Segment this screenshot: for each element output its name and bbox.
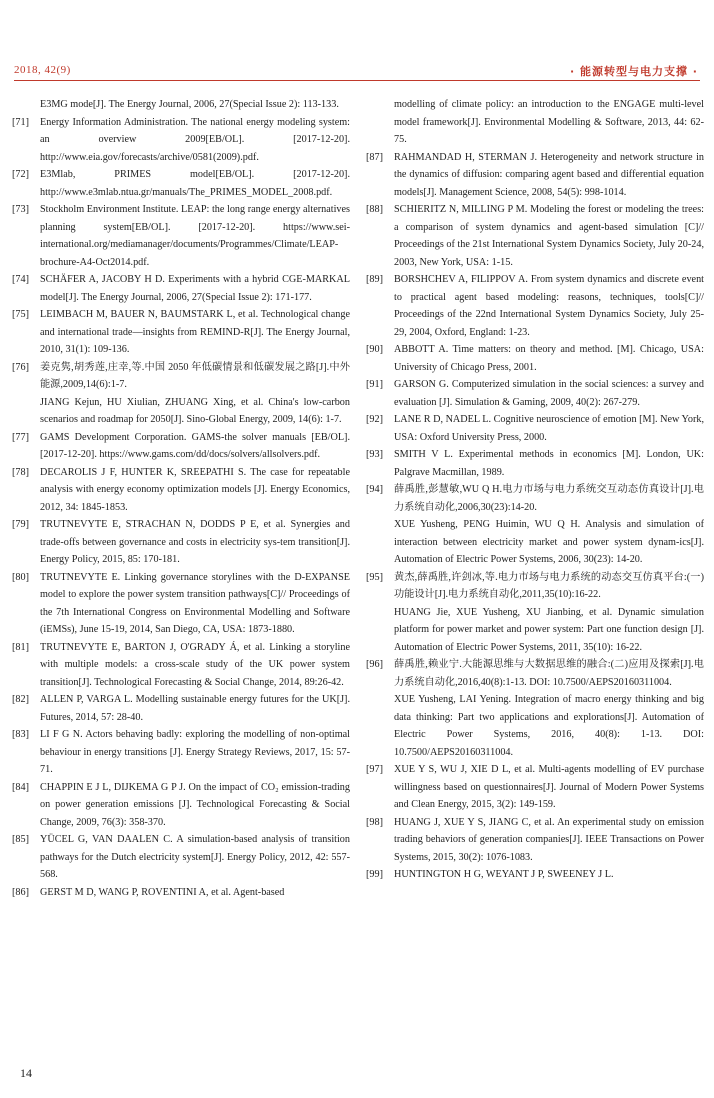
reference-text: GAMS Development Corporation. GAMS-the solver manuals [EB/OL]. [2017-12-20]. https://www.gams.com/dd/docs/solvers/allsolvers.pdf. (40, 431, 350, 460)
reference-text: XUE Yusheng, LAI Yening. Integration of macro energy thinking and big data thinking: Part two applications and explorations[J]. Automation of Electric Power Systems, 2016, 40(8): 1-13. DOI: 10.7500/AEPS20160311004. (394, 694, 704, 758)
reference-text: 薛禹胜,赖业宁.大能源思维与大数据思维的融合:(二)应用及探索[J].电力系统自动化,2016,40(8):1-13. DOI: 10.7500/AEPS20160311004. (394, 659, 704, 688)
reference-entry (12, 691, 350, 726)
reference-text: BORSHCHEV A, FILIPPOV A. From system dynamics and discrete event to practical agent based modeling: reasons, techniques, tools[C]// Proceedings of the 22nd International System Dynamics Society, July 25-29, 2004, Oxford, England: 1-23. (394, 274, 704, 338)
reference-number: [78] (12, 466, 29, 478)
reference-entry (366, 96, 704, 149)
reference-entry (366, 341, 704, 376)
reference-entry (366, 481, 704, 516)
reference-number: [74] (12, 274, 29, 285)
page-number: 14 (20, 1066, 32, 1080)
reference-entry (366, 604, 704, 657)
reference-entry (366, 411, 704, 446)
reference-entry (12, 884, 350, 902)
page-header (0, 0, 714, 86)
reference-text: LEIMBACH M, BAUER N, BAUMSTARK L, et al. Technological change and international trade—insights from REMIND-R[J]. The Energy Journal, 2010, 31(1): 109-136. (40, 309, 350, 355)
reference-text: HUNTINGTON H G, WEYANT J P, SWEENEY J L. (394, 869, 614, 880)
reference-text: 黄杰,薛禹胜,许剑冰,等.电力市场与电力系统的动态交互仿真平台:(一)功能设计[J].电力系统自动化,2011,35(10):16-22. (394, 571, 704, 600)
reference-text: TRUTNEVYTE E. Linking governance storylines with the D-EXPANSE model to explore the power system transition pathways[C]// Proceedings of the 7th International Congress on Environmental Modelling and Software (iEMSs), June 15-19, 2014, San Diego, CA, USA: 1873-1880. (40, 571, 350, 635)
reference-number: [89] (366, 274, 383, 285)
reference-entry (366, 516, 704, 569)
reference-columns (12, 96, 704, 1046)
reference-number: [71] (12, 116, 29, 128)
reference-entry (366, 271, 704, 341)
reference-text: Energy Information Administration. The national energy modeling system: an overview 2009[EB/OL]. [2017-12-20]. http://www.eia.gov/forecasts/archive/0581(2009).pdf. (40, 116, 350, 163)
reference-text: 姜克隽,胡秀莲,庄幸,等.中国 2050 年低碳情景和低碳发展之路[J].中外能源,2009,14(6):1-7. (40, 361, 350, 390)
reference-number: [88] (366, 204, 383, 215)
reference-text: DECAROLIS J F, HUNTER K, SREEPATHI S. The case for repeatable analysis with energy economy optimization models [J]. Energy Economics, 2012, 34: 1845-1853. (40, 466, 350, 513)
reference-number: [86] (12, 886, 29, 898)
reference-entry (12, 569, 350, 639)
reference-text: RAHMANDAD H, STERMAN J. Heterogeneity and network structure in the dynamics of diffusion: comparing agent based and differential equation models[J]. Management Science, 2008, 54(5): 998-1014. (394, 151, 704, 198)
reference-number: [96] (366, 659, 383, 670)
reference-number: [97] (366, 764, 383, 775)
reference-text: HUANG J, XUE Y S, JIANG C, et al. An experimental study on emission trading behaviors of generation companies[J]. IEEE Transactions on Power Systems, 2015, 30(2): 1076-1083. (394, 816, 704, 863)
reference-entry (12, 201, 350, 271)
reference-number: [76] (12, 361, 29, 373)
reference-number: [90] (366, 344, 383, 355)
reference-number: [98] (366, 816, 383, 828)
reference-number: [85] (12, 834, 29, 845)
reference-text: TRUTNEVYTE E, STRACHAN N, DODDS P E, et al. Synergies and trade-offs between governance and costs in electricity sys-tem transition[J]. Energy Policy, 2015, 85: 170-181. (40, 519, 350, 565)
reference-entry (366, 866, 704, 884)
reference-entry (12, 639, 350, 692)
reference-entry (12, 516, 350, 569)
header-rule (14, 80, 700, 81)
reference-text: CHAPPIN E J L, DIJKEMA G P J. On the impact of CO₂ emission-trading on power generation emissions [J]. Technological Forecasting & Social Change, 2009, 76(3): 358-370. (40, 781, 350, 828)
reference-text: JIANG Kejun, HU Xiulian, ZHUANG Xing, et al. China's low-carbon scenarios and roadmap for 2050[J]. Sino-Global Energy, 2009, 14(6): 1-7. (40, 396, 350, 425)
reference-number: [91] (366, 379, 383, 390)
reference-text: SCHIERITZ N, MILLING P M. Modeling the forest or modeling the trees: a comparison of system dynamics and agent-based simulation [C]// Proceedings of the 21st International System Dynamics Society, July 20-24, 2003, New York, USA: 1-15. (394, 204, 704, 268)
reference-entry (366, 446, 704, 481)
reference-entry (12, 271, 350, 306)
reference-number: [95] (366, 571, 383, 583)
reference-text: GERST M D, WANG P, ROVENTINI A, et al. Agent-based (40, 886, 285, 898)
reference-entry (12, 429, 350, 464)
reference-text: E3MG mode[J]. The Energy Journal, 2006, 27(Special Issue 2): 113-133. (40, 99, 339, 110)
reference-text: HUANG Jie, XUE Yusheng, XU Jianbing, et al. Dynamic simulation platform for power market and power system: Part one function design [J]. Automation of Electric Power Systems, 2011, 35(10): 16-22. (394, 606, 704, 653)
left-column (12, 96, 350, 1046)
reference-entry (12, 394, 350, 429)
reference-number: [83] (12, 729, 29, 740)
reference-entry (12, 464, 350, 517)
reference-text: SCHÄFER A, JACOBY H D. Experiments with a hybrid CGE-MARKAL model[J]. The Energy Journal, 2006, 27(Special Issue 2): 171-177. (40, 274, 350, 303)
reference-number: [93] (366, 449, 383, 460)
reference-text: 薛禹胜,彭慧敏,WU Q H.电力市场与电力系统交互动态仿真设计[J].电力系统自动化,2006,30(23):14-20. (394, 484, 704, 513)
reference-text: SMITH V L. Experimental methods in economics [M]. London, UK: Palgrave Macmillan, 1989. (394, 449, 704, 478)
reference-number: [80] (12, 571, 29, 583)
reference-number: [94] (366, 484, 383, 495)
reference-text: Stockholm Environment Institute. LEAP: the long range energy alternatives planning system[EB/OL]. [2017-12-20]. https://www.sei-international.org/mediamanager/documents/Programmes/Climate/LEAP-brochure-A4-Oct2014.pdf. (40, 204, 350, 268)
reference-entry (12, 726, 350, 779)
reference-entry (366, 814, 704, 867)
reference-number: [92] (366, 414, 383, 425)
reference-text: GARSON G. Computerized simulation in the social sciences: a survey and evaluation [J]. Simulation & Gaming, 2009, 40(2): 267-279. (394, 379, 704, 408)
reference-entry (366, 149, 704, 202)
reference-entry (366, 761, 704, 814)
reference-entry (12, 831, 350, 884)
reference-entry (12, 96, 350, 114)
reference-text: XUE Y S, WU J, XIE D L, et al. Multi-agents modelling of EV purchase willingness based on questionnaires[J]. Journal of Modern Power Systems and Clean Energy, 2015, 3(2): 149-159. (394, 764, 704, 810)
reference-number: [75] (12, 309, 29, 320)
reference-text: modelling of climate policy: an introduction to the ENGAGE multi-level model framework[J]. Environmental Modelling & Software, 2013, 44: 62-75. (394, 99, 704, 145)
reference-number: [73] (12, 204, 29, 215)
reference-number: [82] (12, 694, 29, 705)
reference-number: [99] (366, 869, 383, 880)
reference-text: LANE R D, NADEL L. Cognitive neuroscience of emotion [M]. New York, USA: Oxford University Press, 2000. (394, 414, 704, 443)
reference-entry (366, 376, 704, 411)
reference-text: ALLEN P, VARGA L. Modelling sustainable energy futures for the UK[J]. Futures, 2014, 57: 28-40. (40, 694, 350, 723)
reference-number: [77] (12, 431, 29, 443)
journal-issue: 2018, 42(9) (14, 64, 71, 76)
reference-text: TRUTNEVYTE E, BARTON J, O'GRADY Á, et al. Linking a storyline with multiple models: a cross-scale study of the UK power system transition[J]. Technological Forecasting & Social Change, 2014, 89:26-42. (40, 641, 350, 688)
reference-number: [79] (12, 519, 29, 530)
reference-entry (366, 201, 704, 271)
reference-entry (12, 359, 350, 394)
reference-number: [72] (12, 169, 29, 180)
reference-text: LI F G N. Actors behaving badly: exploring the modelling of non-optimal behaviour in energy transitions [J]. Energy Strategy Reviews, 2017, 15: 57-71. (40, 729, 350, 775)
reference-text: E3Mlab, PRIMES model[EB/OL]. [2017-12-20]. http://www.e3mlab.ntua.gr/manuals/The_PRIMES_MODEL_2008.pdf. (40, 169, 350, 198)
reference-entry (366, 656, 704, 691)
section-title: · 能源转型与电力支撑 · (569, 65, 698, 78)
reference-text: XUE Yusheng, PENG Huimin, WU Q H. Analysis and simulation of interaction between electricity market and power system dynam-ics[J]. Automation of Electric Power Systems, 2006, 30(23): 14-20. (394, 519, 704, 565)
right-column (366, 96, 704, 1046)
reference-number: [84] (12, 781, 29, 793)
reference-number: [81] (12, 641, 29, 653)
reference-text: ABBOTT A. Time matters: on theory and method. [M]. Chicago, USA: University of Chicago Press, 2001. (394, 344, 704, 373)
reference-entry (366, 569, 704, 604)
reference-entry (366, 691, 704, 761)
reference-entry (12, 306, 350, 359)
reference-text: YÜCEL G, VAN DAALEN C. A simulation-based analysis of transition pathways for the Dutch electricity system[J]. Energy Policy, 2012, 42: 557-568. (40, 834, 350, 880)
reference-entry (12, 779, 350, 832)
reference-number: [87] (366, 151, 383, 163)
reference-entry (12, 166, 350, 201)
reference-entry (12, 114, 350, 167)
